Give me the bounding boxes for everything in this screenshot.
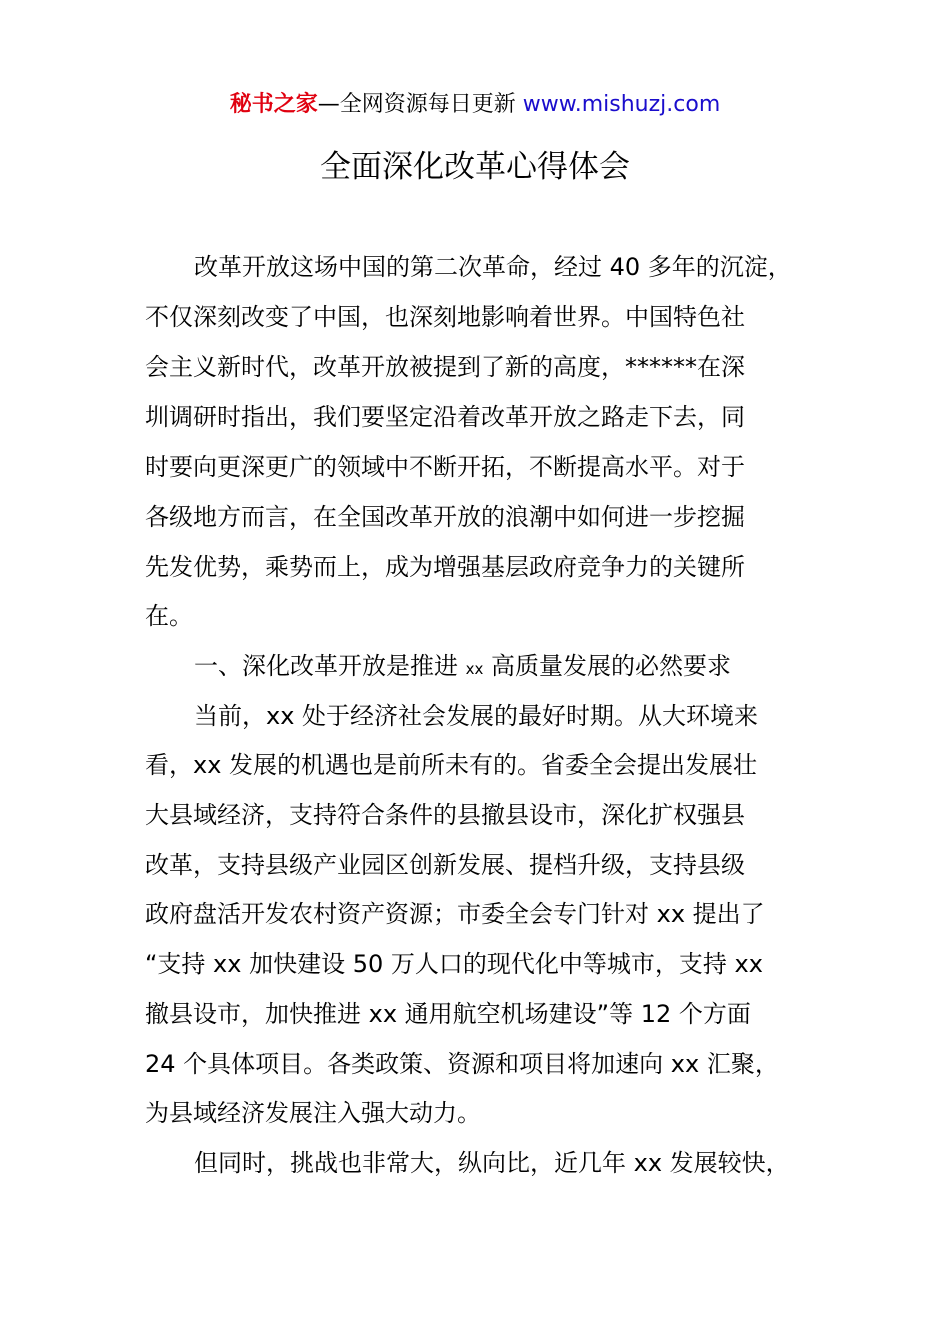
- paragraph-line: 但同时，挑战也非常大，纵向比，近几年 xx 发展较快，: [194, 1149, 790, 1177]
- paragraph-line: 会主义新时代，改革开放被提到了新的高度，******在深: [145, 353, 745, 381]
- section-heading: [194, 648, 731, 687]
- paragraph-line: 改革，支持县级产业园区创新发展、提档升级，支持县级: [145, 851, 745, 879]
- paragraph-line: 在。: [145, 602, 193, 630]
- site-header: [0, 88, 950, 122]
- heading-xx: xx: [465, 660, 484, 678]
- paragraph-line: 大县域经济，支持符合条件的县撤县设市，深化扩权强县: [145, 801, 745, 829]
- paragraph-line: 当前，xx 处于经济社会发展的最好时期。从大环境来: [194, 702, 759, 730]
- paragraph-line: 改革开放这场中国的第二次革命，经过 40 多年的沉淀，: [194, 253, 792, 281]
- paragraph-line: 圳调研时指出，我们要坚定沿着改革开放之路走下去，同: [145, 403, 745, 431]
- heading-text-end: 高质量发展的必然要求: [483, 652, 732, 680]
- paragraph-line: 撤县设市，加快推进 xx 通用航空机场建设”等 12 个方面: [145, 1000, 751, 1028]
- brand-name: 秘书之家: [229, 92, 318, 117]
- paragraph-line: 时要向更深更广的领域中不断开拓，不断提高水平。对于: [145, 453, 745, 481]
- paragraph-line: 为县域经济发展注入强大动力。: [145, 1099, 481, 1127]
- paragraph-line: 各级地方而言，在全国改革开放的浪潮中如何进一步挖掘: [145, 503, 745, 531]
- paragraph-line: 看，xx 发展的机遇也是前所未有的。省委全会提出发展壮: [145, 751, 758, 779]
- paragraph-line: 先发优势，乘势而上，成为增强基层政府竞争力的关键所: [145, 553, 745, 581]
- paragraph-line: 政府盘活开发农村资产资源；市委全会专门针对 xx 提出了: [145, 900, 765, 928]
- paragraph-line: 不仅深刻改变了中国，也深刻地影响着世界。中国特色社: [145, 303, 745, 331]
- document-title: 全面深化改革心得体会: [320, 149, 630, 185]
- paragraph-line: 24 个具体项目。各类政策、资源和项目将加速向 xx 汇聚，: [145, 1050, 779, 1078]
- paragraph-line: “支持 xx 加快建设 50 万人口的现代化中等城市，支持 xx: [145, 950, 763, 978]
- header-tagline: —全网资源每日更新: [317, 92, 523, 117]
- heading-text-start: 一、深化改革开放是推进: [194, 652, 466, 680]
- site-url-link[interactable]: www.mishuzj.com: [522, 92, 721, 117]
